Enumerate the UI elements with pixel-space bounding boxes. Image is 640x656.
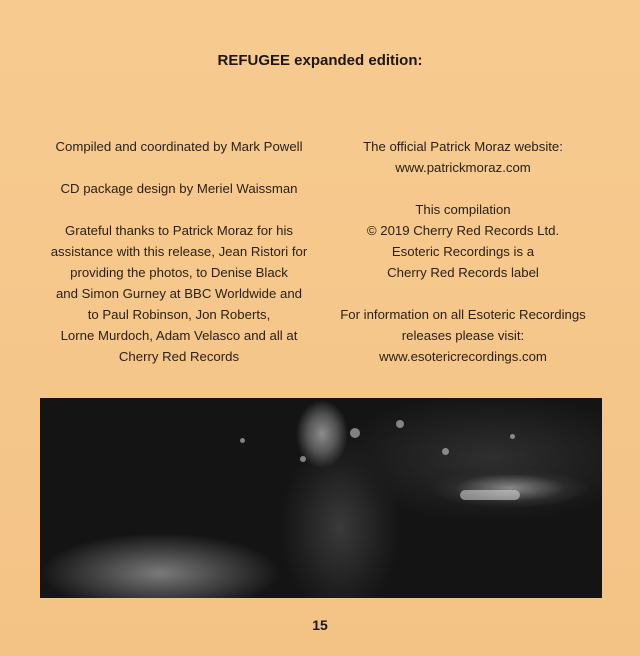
esoteric-info-block (322, 304, 604, 367)
thanks-line: Grateful thanks to Patrick Moraz for his (65, 223, 293, 238)
copyright-line: © 2019 Cherry Red Records Ltd. (366, 223, 560, 238)
thanks-paragraph (38, 220, 320, 367)
copyright-block (322, 199, 604, 283)
info-line: For information on all Esoteric Recordings (340, 307, 586, 322)
copyright-line: Esoteric Recordings is a (391, 244, 535, 259)
compiled-credit (38, 136, 320, 157)
website-label: The official Patrick Moraz website: (363, 139, 563, 154)
info-column (322, 136, 604, 388)
info-line: releases please visit: (401, 328, 525, 343)
info-url: www.esotericrecordings.com (379, 349, 547, 364)
thanks-line: assistance with this release, Jean Ristori for (50, 244, 308, 259)
thanks-line: Cherry Red Records (118, 349, 240, 364)
compiled-text: Compiled and coordinated by Mark Powell (55, 139, 303, 154)
thanks-line: Lorne Murdoch, Adam Velasco and all at (60, 328, 298, 343)
page-title: REFUGEE expanded edition: (217, 52, 423, 69)
copyright-line: This compilation (415, 202, 511, 217)
website-url: www.patrickmoraz.com (395, 160, 531, 175)
design-text: CD package design by Meriel Waissman (60, 181, 298, 196)
copyright-line: Cherry Red Records label (387, 265, 539, 280)
design-credit (38, 178, 320, 199)
website-block (322, 136, 604, 178)
thanks-line: and Simon Gurney at BBC Worldwide and (55, 286, 303, 301)
thanks-line: providing the photos, to Denise Black (70, 265, 288, 280)
thanks-line: to Paul Robinson, Jon Roberts, (87, 307, 271, 322)
page-number: 15 (312, 617, 328, 633)
credits-column (38, 136, 320, 388)
concert-photo (40, 398, 602, 598)
